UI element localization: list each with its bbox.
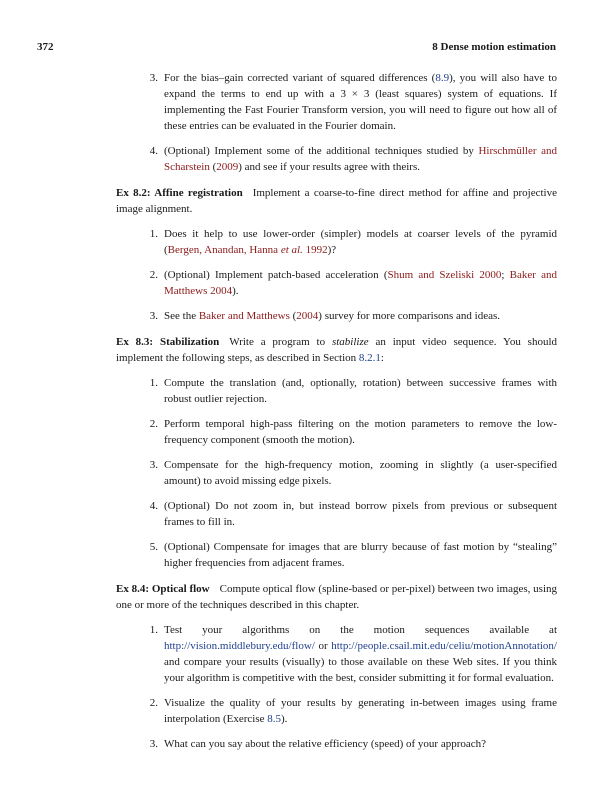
text-run: See the [164, 310, 199, 322]
citation-link[interactable]: Shum and Szeliski 2000 [387, 269, 502, 281]
cross-reference-link[interactable]: http://people.csail.mit.edu/celiu/motionAnnotation/ [331, 640, 557, 652]
list-item [140, 70, 557, 134]
list-item [140, 416, 557, 448]
cross-reference-link[interactable]: 8.2.1 [358, 352, 381, 364]
text-run: (Optional) Do not zoom in, but instead borrow pixels from previous or subsequent frames to fill in. [164, 500, 557, 528]
list-item-number: 4. [149, 145, 158, 157]
text-run: ) and see if your results agree with theirs. [238, 161, 420, 173]
list-item-number: 5. [149, 541, 158, 553]
list-item [140, 457, 557, 489]
text-run: ; [501, 269, 510, 281]
cross-reference-link[interactable]: 8.5 [267, 713, 281, 725]
text-run: )? [327, 244, 337, 256]
list-item [140, 308, 557, 324]
text-run: (Optional) Implement some of the additional techniques studied by [164, 145, 479, 157]
page-body [116, 70, 558, 761]
text-run: ), you will also have to expand the terms to end up with a 3 × 3 (least squares) system of equations. If implementing the Fast Fourier Transform version, you will need to figure out how all of these entries can be evaluated in the Fourier domain. [164, 72, 557, 132]
text-run: and compare your results (visually) to those available on these Web sites. If you think your algorithm is competitive with the best, consider submitting it for formal evaluation. [164, 656, 557, 684]
text-run: ). [281, 713, 288, 725]
list-item [140, 226, 557, 258]
text-run: ( [209, 161, 217, 173]
list-item-number: 3. [149, 310, 158, 322]
list-item [140, 695, 557, 727]
list-item [140, 143, 557, 175]
citation-link[interactable]: 2009 [216, 161, 239, 173]
text-run: What can you say about the relative efficiency (speed) of your approach? [164, 738, 487, 750]
list-item-number: 3. [149, 459, 158, 471]
list-item [140, 736, 557, 752]
text-run: or [314, 640, 332, 652]
text-run: Perform temporal high-pass filtering on the motion parameters to remove the low-frequency component (smooth the motion). [164, 418, 557, 446]
cross-reference-link[interactable]: http://vision.middlebury.edu/flow/ [164, 640, 315, 652]
text-run: Test your algorithms on the motion sequences available at [164, 624, 557, 636]
list-item-number: 1. [149, 228, 158, 240]
exercise-title: Ex 8.3: Stabilization [116, 336, 220, 348]
citation-link[interactable]: 1992 [302, 244, 328, 256]
text-run: Implement a coarse-to-fine direct method for affine and projective image alignment. [116, 187, 557, 215]
citation-link[interactable]: 2004 [296, 310, 319, 322]
list-item-number: 3. [149, 738, 158, 750]
exercise-title: Ex 8.2: Affine registration [116, 187, 243, 199]
list-item [140, 622, 557, 686]
citation-link[interactable]: Baker and Matthews 2004 [164, 269, 557, 297]
text-run: Write a program to [229, 336, 332, 348]
citation-link[interactable]: Bergen, Anandan, Hanna [167, 244, 281, 256]
list-item [140, 267, 557, 299]
list-item-number: 4. [149, 500, 158, 512]
text-run: ) survey for more comparisons and ideas. [318, 310, 501, 322]
text-run: Compute optical flow (spline-based or per-pixel) between two images, using one or more of the techniques described in this chapter. [116, 583, 558, 611]
text-run: ). [232, 285, 239, 297]
exercise-heading [116, 185, 557, 217]
text-run: stabilize [331, 336, 369, 348]
list-item-number: 2. [149, 697, 158, 709]
text-run: : [380, 352, 384, 364]
text-run: Compensate for the high-frequency motion, zooming in slightly (a user-specified amount) to avoid missing edge pixels. [164, 459, 557, 487]
list-item-number: 2. [149, 418, 158, 430]
cross-reference-link[interactable]: 8.9 [435, 72, 450, 84]
citation-link[interactable]: Hirschmüller and Scharstein [164, 145, 557, 173]
exercise-title: Ex 8.4: Optical flow [116, 583, 210, 595]
list-item [140, 498, 557, 530]
text-run: Visualize the quality of your results by generating in-between images using frame interpolation (Exercise [164, 697, 557, 725]
list-item [140, 375, 557, 407]
citation-link[interactable]: Baker and Matthews [198, 310, 290, 322]
text-run: Compute the translation (and, optionally, rotation) between successive frames with robust outlier rejection. [164, 377, 557, 405]
list-item [140, 539, 557, 571]
chapter-title: 8 Dense motion estimation [432, 41, 556, 53]
citation-link[interactable]: et al. [280, 244, 303, 256]
text-run: For the bias–gain corrected variant of squared differences ( [164, 72, 436, 84]
text-run: ( [289, 310, 297, 322]
list-item-number: 1. [149, 624, 158, 636]
text-run: (Optional) Implement patch-based acceleration ( [164, 269, 388, 281]
exercise-heading [116, 334, 557, 366]
list-item-number: 2. [149, 269, 158, 281]
text-run: an input video sequence. You should implement the following steps, as described in Section [116, 336, 558, 364]
exercise-heading [116, 581, 557, 613]
list-item-number: 3. [149, 72, 158, 84]
page-number: 372 [37, 41, 54, 53]
text-run: (Optional) Compensate for images that are blurry because of fast motion by “stealing” higher frequencies from adjacent frames. [164, 541, 557, 569]
text-run: Does it help to use lower-order (simpler) models at coarser levels of the pyramid ( [164, 228, 557, 256]
list-item-number: 1. [149, 377, 158, 389]
